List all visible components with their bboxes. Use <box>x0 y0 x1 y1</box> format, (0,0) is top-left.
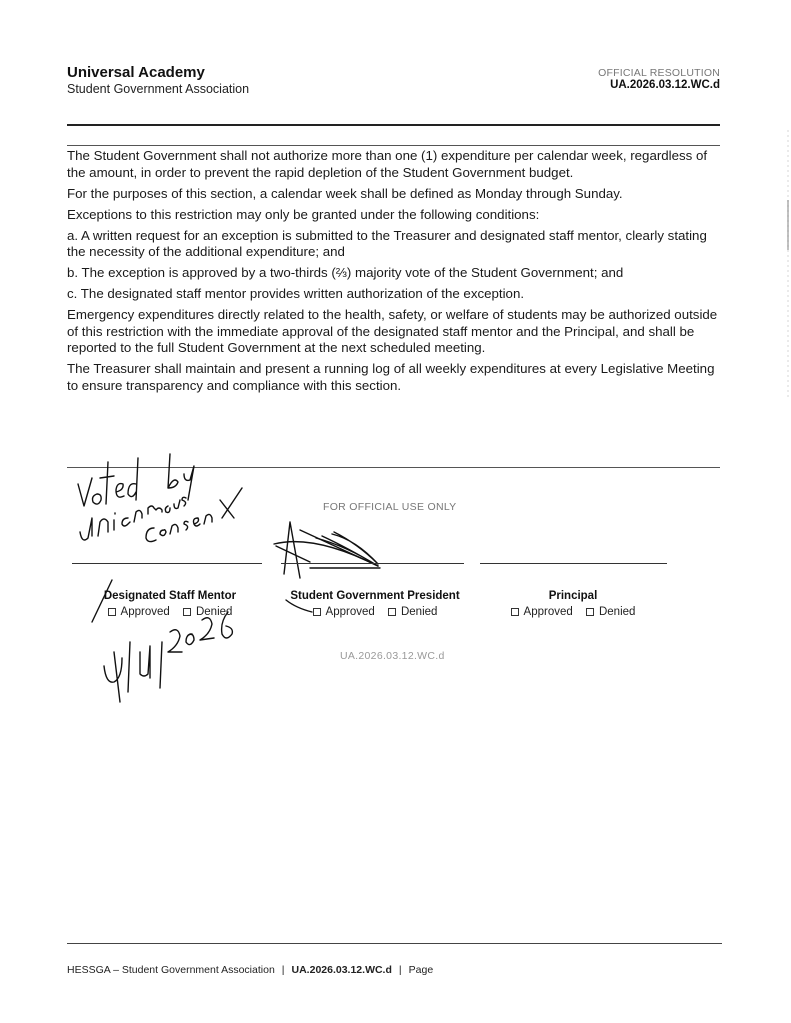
principal-signature-line[interactable] <box>480 563 667 564</box>
president-denied-option[interactable] <box>388 604 437 620</box>
scan-edge-artifact <box>787 130 789 400</box>
footer-page-label: Page <box>408 964 434 976</box>
paragraph-expenditure-limit: The Student Government shall not authorize more than one (1) expenditure per calendar week, regardless of the amount, in order to prevent the rapid depletion of the Student Government budget. <box>67 148 708 180</box>
staff-mentor-role-label: Designated Staff Mentor <box>103 590 237 602</box>
official-use-label: FOR OFFICIAL USE ONLY <box>323 501 457 513</box>
footer-divider <box>67 943 722 944</box>
president-approved-mark <box>284 596 324 626</box>
footer-separator: | <box>398 964 402 976</box>
paragraph-condition-a: a. A written request for an exception is submitted to the Treasurer and designated staff mentor, clearly stating the necessity of the additional expenditure; and <box>67 227 707 259</box>
scan-edge-mark <box>787 200 789 250</box>
principal-approval-block <box>500 589 646 621</box>
president-denied-checkbox[interactable] <box>388 608 396 616</box>
president-signature-line[interactable] <box>281 563 464 564</box>
principal-denied-checkbox[interactable] <box>586 608 594 616</box>
watermark-resolution-id: UA.2026.03.12.WC.d <box>340 650 445 662</box>
body-top-divider <box>67 145 720 146</box>
staff-mentor-signature-line[interactable] <box>72 563 262 564</box>
resolution-id: UA.2026.03.12.WC.d <box>610 79 720 91</box>
president-signature <box>270 512 410 582</box>
page-footer <box>67 964 433 976</box>
president-role-label: Student Government President <box>290 590 460 602</box>
president-approved-label: Approved <box>325 606 375 618</box>
paragraph-exceptions-intro: Exceptions to this restriction may only be granted under the following conditions: <box>67 206 540 222</box>
principal-role-label: Principal <box>548 590 598 602</box>
handwritten-note-voted-unanimous-consent <box>70 448 260 548</box>
principal-approved-checkbox[interactable] <box>511 608 519 616</box>
footer-resolution-id: UA.2026.03.12.WC.d <box>291 964 392 976</box>
staff-mentor-denied-label: Denied <box>195 606 233 618</box>
staff-mentor-approved-label: Approved <box>120 606 170 618</box>
paragraph-emergency: Emergency expenditures directly related to the health, safety, or welfare of students may be authorized outside of this restriction with the immediate approval of the designated staff mentor and the Principal, and shall be reported to the full Student Government at the next scheduled meeting. <box>67 307 718 355</box>
principal-approved-label: Approved <box>523 606 573 618</box>
organization-subtitle: Student Government Association <box>67 82 250 96</box>
paragraph-condition-b: b. The exception is approved by a two-thirds (⅔) majority vote of the Student Government; and <box>67 265 624 280</box>
principal-denied-option[interactable] <box>586 604 635 620</box>
header-divider <box>67 124 720 126</box>
resolution-body <box>67 148 727 399</box>
president-denied-label: Denied <box>400 606 438 618</box>
principal-denied-label: Denied <box>598 606 636 618</box>
footer-organization: HESSGA – Student Government Association <box>67 964 275 976</box>
paragraph-treasurer-log: The Treasurer shall maintain and present a running log of all weekly expenditures at every Legislative Meeting to ensure transparency and compliance with this section. <box>67 361 715 393</box>
footer-separator: | <box>281 964 285 976</box>
handwritten-date <box>100 612 240 707</box>
paragraph-calendar-week: For the purposes of this section, a calendar week shall be defined as Monday through Sunday. <box>67 185 623 201</box>
principal-approved-option[interactable] <box>511 604 573 620</box>
organization-name: Universal Academy <box>67 64 205 81</box>
document-type-label: OFFICIAL RESOLUTION <box>598 67 720 79</box>
paragraph-condition-c: c. The designated staff mentor provides written authorization of the exception. <box>67 286 525 301</box>
